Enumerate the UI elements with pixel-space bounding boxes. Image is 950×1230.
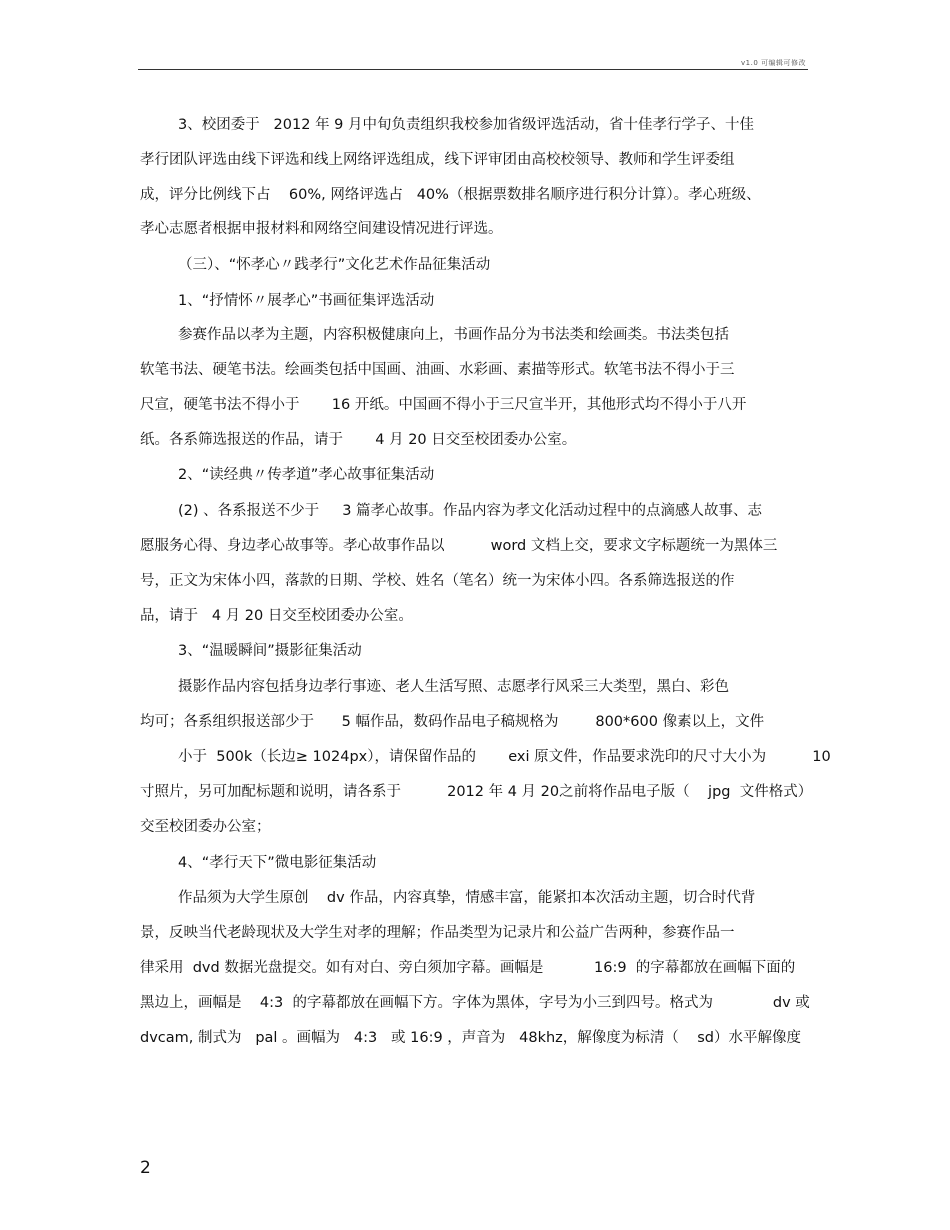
text-line: 景，反映当代老龄现状及大学生对孝的理解；作品类型为记录片和公益广告两种，参赛作品一 <box>140 925 735 941</box>
text-line: 愿服务心得、身边孝心故事等。孝心故事作品以 word 文档上交，要求文字标题统一为黑体三 <box>140 538 778 554</box>
text-line: 品，请于 4 月 20 日交至校团委办公室。 <box>140 608 413 624</box>
subsection-heading: 2、“读经典〃传孝道”孝心故事征集活动 <box>178 467 435 483</box>
text-line: 孝心志愿者根据申报材料和网络空间建设情况进行评选。 <box>140 221 503 237</box>
subsection-heading: 4、“孝行天下”微电影征集活动 <box>178 855 377 871</box>
text-line: 软笔书法、硬笔书法。绘画类包括中国画、油画、水彩画、素描等形式。软笔书法不得小于三 <box>140 362 735 378</box>
section-heading: （三）、“怀孝心〃践孝行”文化艺术作品征集活动 <box>178 257 491 273</box>
text-line: 成，评分比例线下占 60%, 网络评选占 40%（根据票数排名顺序进行积分计算）。孝心班级、 <box>140 187 761 203</box>
text-line: 孝行团队评选由线下评选和线上网络评选组成，线下评审团由高校校领导、教师和学生评委组 <box>140 152 735 168</box>
text-line: 摄影作品内容包括身边孝行事迹、老人生活写照、志愿孝行风采三大类型，黑白、彩色 <box>178 679 729 695</box>
page-number: 2 <box>140 1158 151 1178</box>
text-line: dvcam, 制式为 pal 。画幅为 4:3 或 16:9 ，声音为 48khz，解像度为标清（ sd）水平解像度 <box>140 1030 801 1046</box>
text-line: 3、校团委于 2012 年 9 月中旬负责组织我校参加省级评选活动，省十佳孝行学子、十佳 <box>178 117 755 133</box>
header-rule <box>138 69 808 70</box>
subsection-heading: 1、“抒情怀〃展孝心”书画征集评选活动 <box>178 293 435 309</box>
text-line: (2) 、各系报送不少于 3 篇孝心故事。作品内容为孝文化活动过程中的点滴感人故事、志 <box>178 503 763 519</box>
text-line: 尺宣，硬笔书法不得小于 16 开纸。中国画不得小于三尺宣半开，其他形式均不得小于八开 <box>140 397 747 413</box>
text-line: 寸照片，另可加配标题和说明，请各系于 2012 年 4 月 20之前将作品电子版（ jpg 文件格式） <box>140 784 813 800</box>
text-line: 号，正文为宋体小四，落款的日期、学校、姓名（笔名）统一为宋体小四。各系筛选报送的作 <box>140 573 735 589</box>
header-note: v1.0 可编辑可修改 <box>741 59 806 67</box>
subsection-heading: 3、“温暖瞬间”摄影征集活动 <box>178 643 362 659</box>
text-line: 黑边上，画幅是 4:3 的字幕都放在画幅下方。字体为黑体，字号为小三到四号。格式为 dv 或 <box>140 995 810 1011</box>
text-line: 小于 500k（长边≥ 1024px），请保留作品的 exi 原文件，作品要求洗印的尺寸大小为 10 <box>178 749 831 765</box>
text-line: 均可；各系组织报送部少于 5 幅作品，数码作品电子稿规格为 800*600 像素以上，文件 <box>140 714 765 730</box>
text-line: 交至校团委办公室； <box>140 819 271 835</box>
text-line: 纸。各系筛选报送的作品，请于 4 月 20 日交至校团委办公室。 <box>140 432 577 448</box>
text-line: 作品须为大学生原创 dv 作品，内容真挚，情感丰富，能紧扣本次活动主题，切合时代背 <box>178 890 756 906</box>
text-line: 律采用 dvd 数据光盘提交。如有对白、旁白须加字幕。画幅是 16:9 的字幕都放在画幅下面的 <box>140 960 796 976</box>
text-line: 参赛作品以孝为主题，内容积极健康向上，书画作品分为书法类和绘画类。书法类包括 <box>178 327 729 343</box>
